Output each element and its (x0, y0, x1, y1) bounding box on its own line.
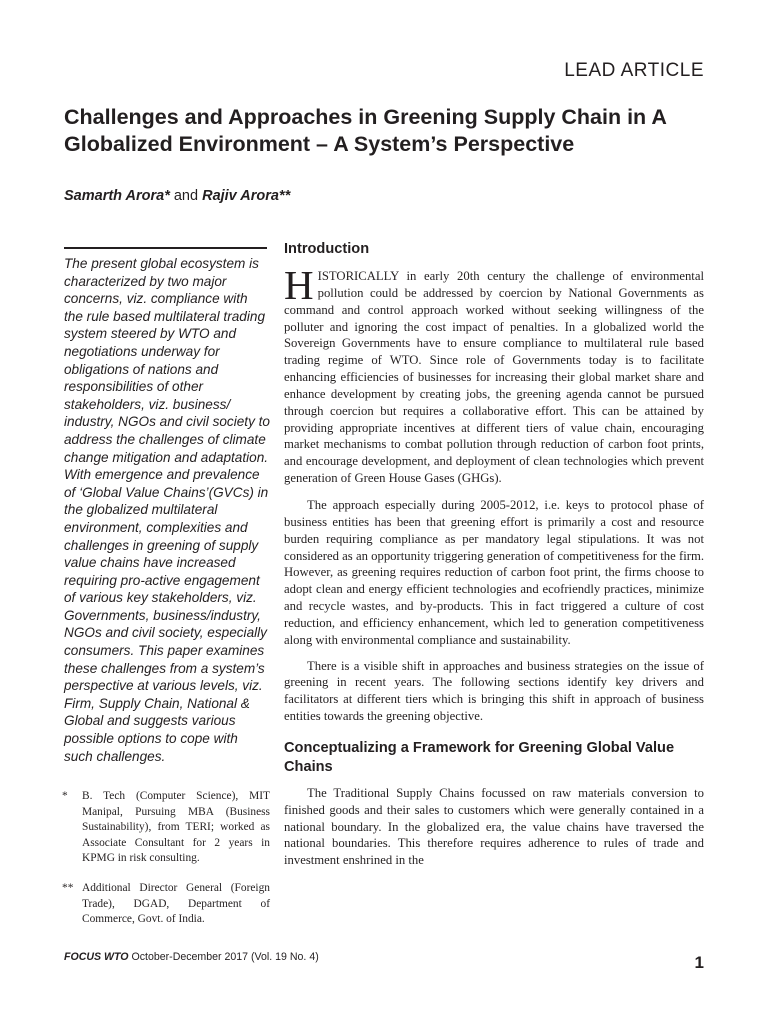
footnote-text: Additional Director General (Foreign Trade), DGAD, Department of Commerce, Govt. of India. (82, 882, 270, 925)
drop-cap: H (284, 262, 314, 308)
footnote-mark: * (62, 790, 68, 802)
abstract-divider (64, 247, 267, 249)
footnote-1 (62, 789, 270, 867)
author-joiner: and (169, 188, 203, 204)
section-heading-introduction: Introduction (284, 241, 370, 257)
lead-in: ISTORICALLY (317, 269, 399, 283)
paragraph-text: in early 20th century the challenge of environmental pollution could be addressed by coercion by National Governments as command and control approach worked without seeking willingness of the polluter and ignoring the cost impact of penalties. In a globalized world the Sovereign Governments have to ensure compliance to multilateral rule based trading regime of WTO. Since role of Governments today is to facilitate enhancing efficiencies of businesses for increasing their global market share and enhance development by creating jobs, the greening agenda cannot be pursued through coercion but requires a collaborative effort. This can be attained by providing appropriate incentives at different tiers of value chain, encouraging market mechanisms to combat pollution through reduction of carbon foot prints, and encourage development, and deployment of clean technologies which prevent generation of Green House Gases (GHGs). (284, 269, 704, 486)
author-1: Samarth Arora* (64, 188, 170, 204)
footnote-mark: ** (62, 882, 74, 894)
section-heading-framework: Conceptualizing a Framework for Greening Global Value Chains (284, 739, 675, 775)
page-number: 1 (694, 953, 704, 972)
footnote-text: B. Tech (Computer Science), MIT Manipal, Pursuing MBA (Business Sustainability), from TERI; worked as Associate Consultant for 2 years in KPMG in risk consulting. (82, 790, 270, 864)
footnote-2 (62, 881, 270, 928)
body-column (284, 240, 704, 869)
author-2: Rajiv Arora** (202, 188, 291, 204)
article-title: Challenges and Approaches in Greening Supply Chain in A Globalized Environment – A System’s Perspective (64, 105, 667, 156)
section-label: LEAD ARTICLE (564, 60, 704, 81)
publication-name: FOCUS WTO (64, 951, 129, 963)
paragraph (284, 262, 704, 487)
footer (64, 951, 319, 963)
author-line (64, 188, 290, 204)
paragraph: There is a visible shift in approaches and business strategies on the issue of greening in recent years. The following sections identify key drivers and facilitators at different tiers which is bringing this shift in approach of business entities towards the greening objective. (284, 658, 704, 724)
issue-info: October-December 2017 (Vol. 19 No. 4) (128, 951, 319, 963)
paragraph: The Traditional Supply Chains focussed on raw materials conversion to finished goods and their sales to customers which were generally contained in a national boundary. In the globalized era, the value chains have traversed the national boundaries. This therefore requires adherence to rules of trade and investment enshrined in the (284, 785, 704, 868)
paragraph: The approach especially during 2005-2012, i.e. keys to protocol phase of business entities has been that greening effort is primarily a cost and resource burden requiring compliance as per mandatory legal stipulations. It was not considered as an opportunity triggering generation of competitiveness for the firm. However, as greening requires reduction of carbon foot print, the firms choose to adopt clean and energy efficient technologies and ecofriendly practices, minimize and recycle wastes, and by-products. This in fact triggered a culture of cost reduction, and efficiency enhancement, which led to generation competitiveness along with environmental compliance and sustainability. (284, 497, 704, 647)
abstract: The present global ecosystem is characterized by two major concerns, viz. compliance with the rule based multilateral trading system steered by WTO and negotiations underway for obligations of nations and responsibilities of other stakeholders, viz. business/ industry, NGOs and civil society to address the challenges of climate change mitigation and adaptation. With emergence and prevalence of ‘Global Value Chains’(GVCs) in the globalized multilateral environment, complexities and challenges in greening of supply value chains have increased requiring pro-active engagement of various key stakeholders, viz. Governments, business/industry, NGOs and civil society, especially consumers. This paper examines these challenges from a system’s perspective at various levels, viz. Firm, Supply Chain, National & Global and suggests various possible options to cope with such challenges. (64, 256, 270, 764)
